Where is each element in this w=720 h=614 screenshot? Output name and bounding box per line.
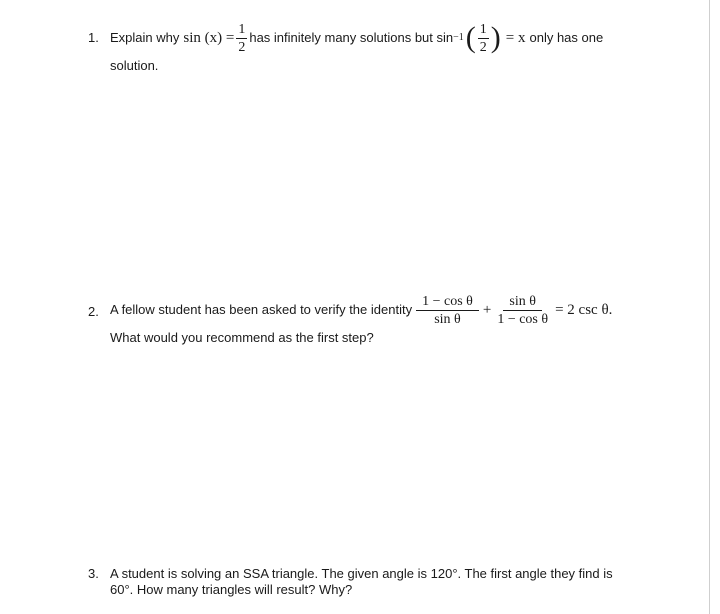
question-2-fraction-2 xyxy=(495,294,550,327)
question-1-text-after: only has one xyxy=(529,30,604,45)
left-paren-icon: ( xyxy=(465,21,476,54)
fraction-denominator: 2 xyxy=(238,39,246,55)
question-2-equation-right: = 2 csc θ. xyxy=(555,302,613,318)
question-2-text: A fellow student has been asked to verify the identity xyxy=(110,302,413,317)
question-1-line-1 xyxy=(110,18,603,58)
fraction-denominator: sin θ xyxy=(434,311,461,327)
question-3-line-1: A student is solving an SSA triangle. The given angle is 120°. The first angle they find is xyxy=(110,566,613,581)
question-1-continuation: solution. xyxy=(110,58,159,73)
question-2-line-1 xyxy=(110,290,612,330)
question-2-continuation: What would you recommend as the first step? xyxy=(110,330,374,345)
fraction-numerator: 1 − cos θ xyxy=(416,294,479,311)
question-2-fraction-1 xyxy=(416,294,479,327)
fraction-numerator: 1 xyxy=(479,21,487,37)
question-3-line-2: 60°. How many triangles will result? Why? xyxy=(110,582,353,597)
question-2-number: 2. xyxy=(88,304,99,319)
fraction-denominator: 1 − cos θ xyxy=(497,311,549,327)
inverse-superscript: −1 xyxy=(453,32,464,43)
plus-sign: + xyxy=(482,302,492,318)
question-1-fraction xyxy=(236,22,247,55)
question-3-number: 3. xyxy=(88,566,99,581)
question-1-number: 1. xyxy=(88,30,99,45)
question-1-paren-fraction xyxy=(478,22,489,55)
question-1-text-middle: has infinitely many solutions but sin xyxy=(249,30,454,45)
question-1-equation-left: sin (x) = xyxy=(183,30,235,46)
fraction-numerator: sin θ xyxy=(503,294,542,311)
question-1-equation-right: = x xyxy=(505,30,526,46)
fraction-numerator: 1 xyxy=(238,21,246,37)
fraction-denominator: 2 xyxy=(479,39,487,55)
question-1-text-before: Explain why xyxy=(110,30,180,45)
right-paren-icon: ) xyxy=(490,21,501,54)
